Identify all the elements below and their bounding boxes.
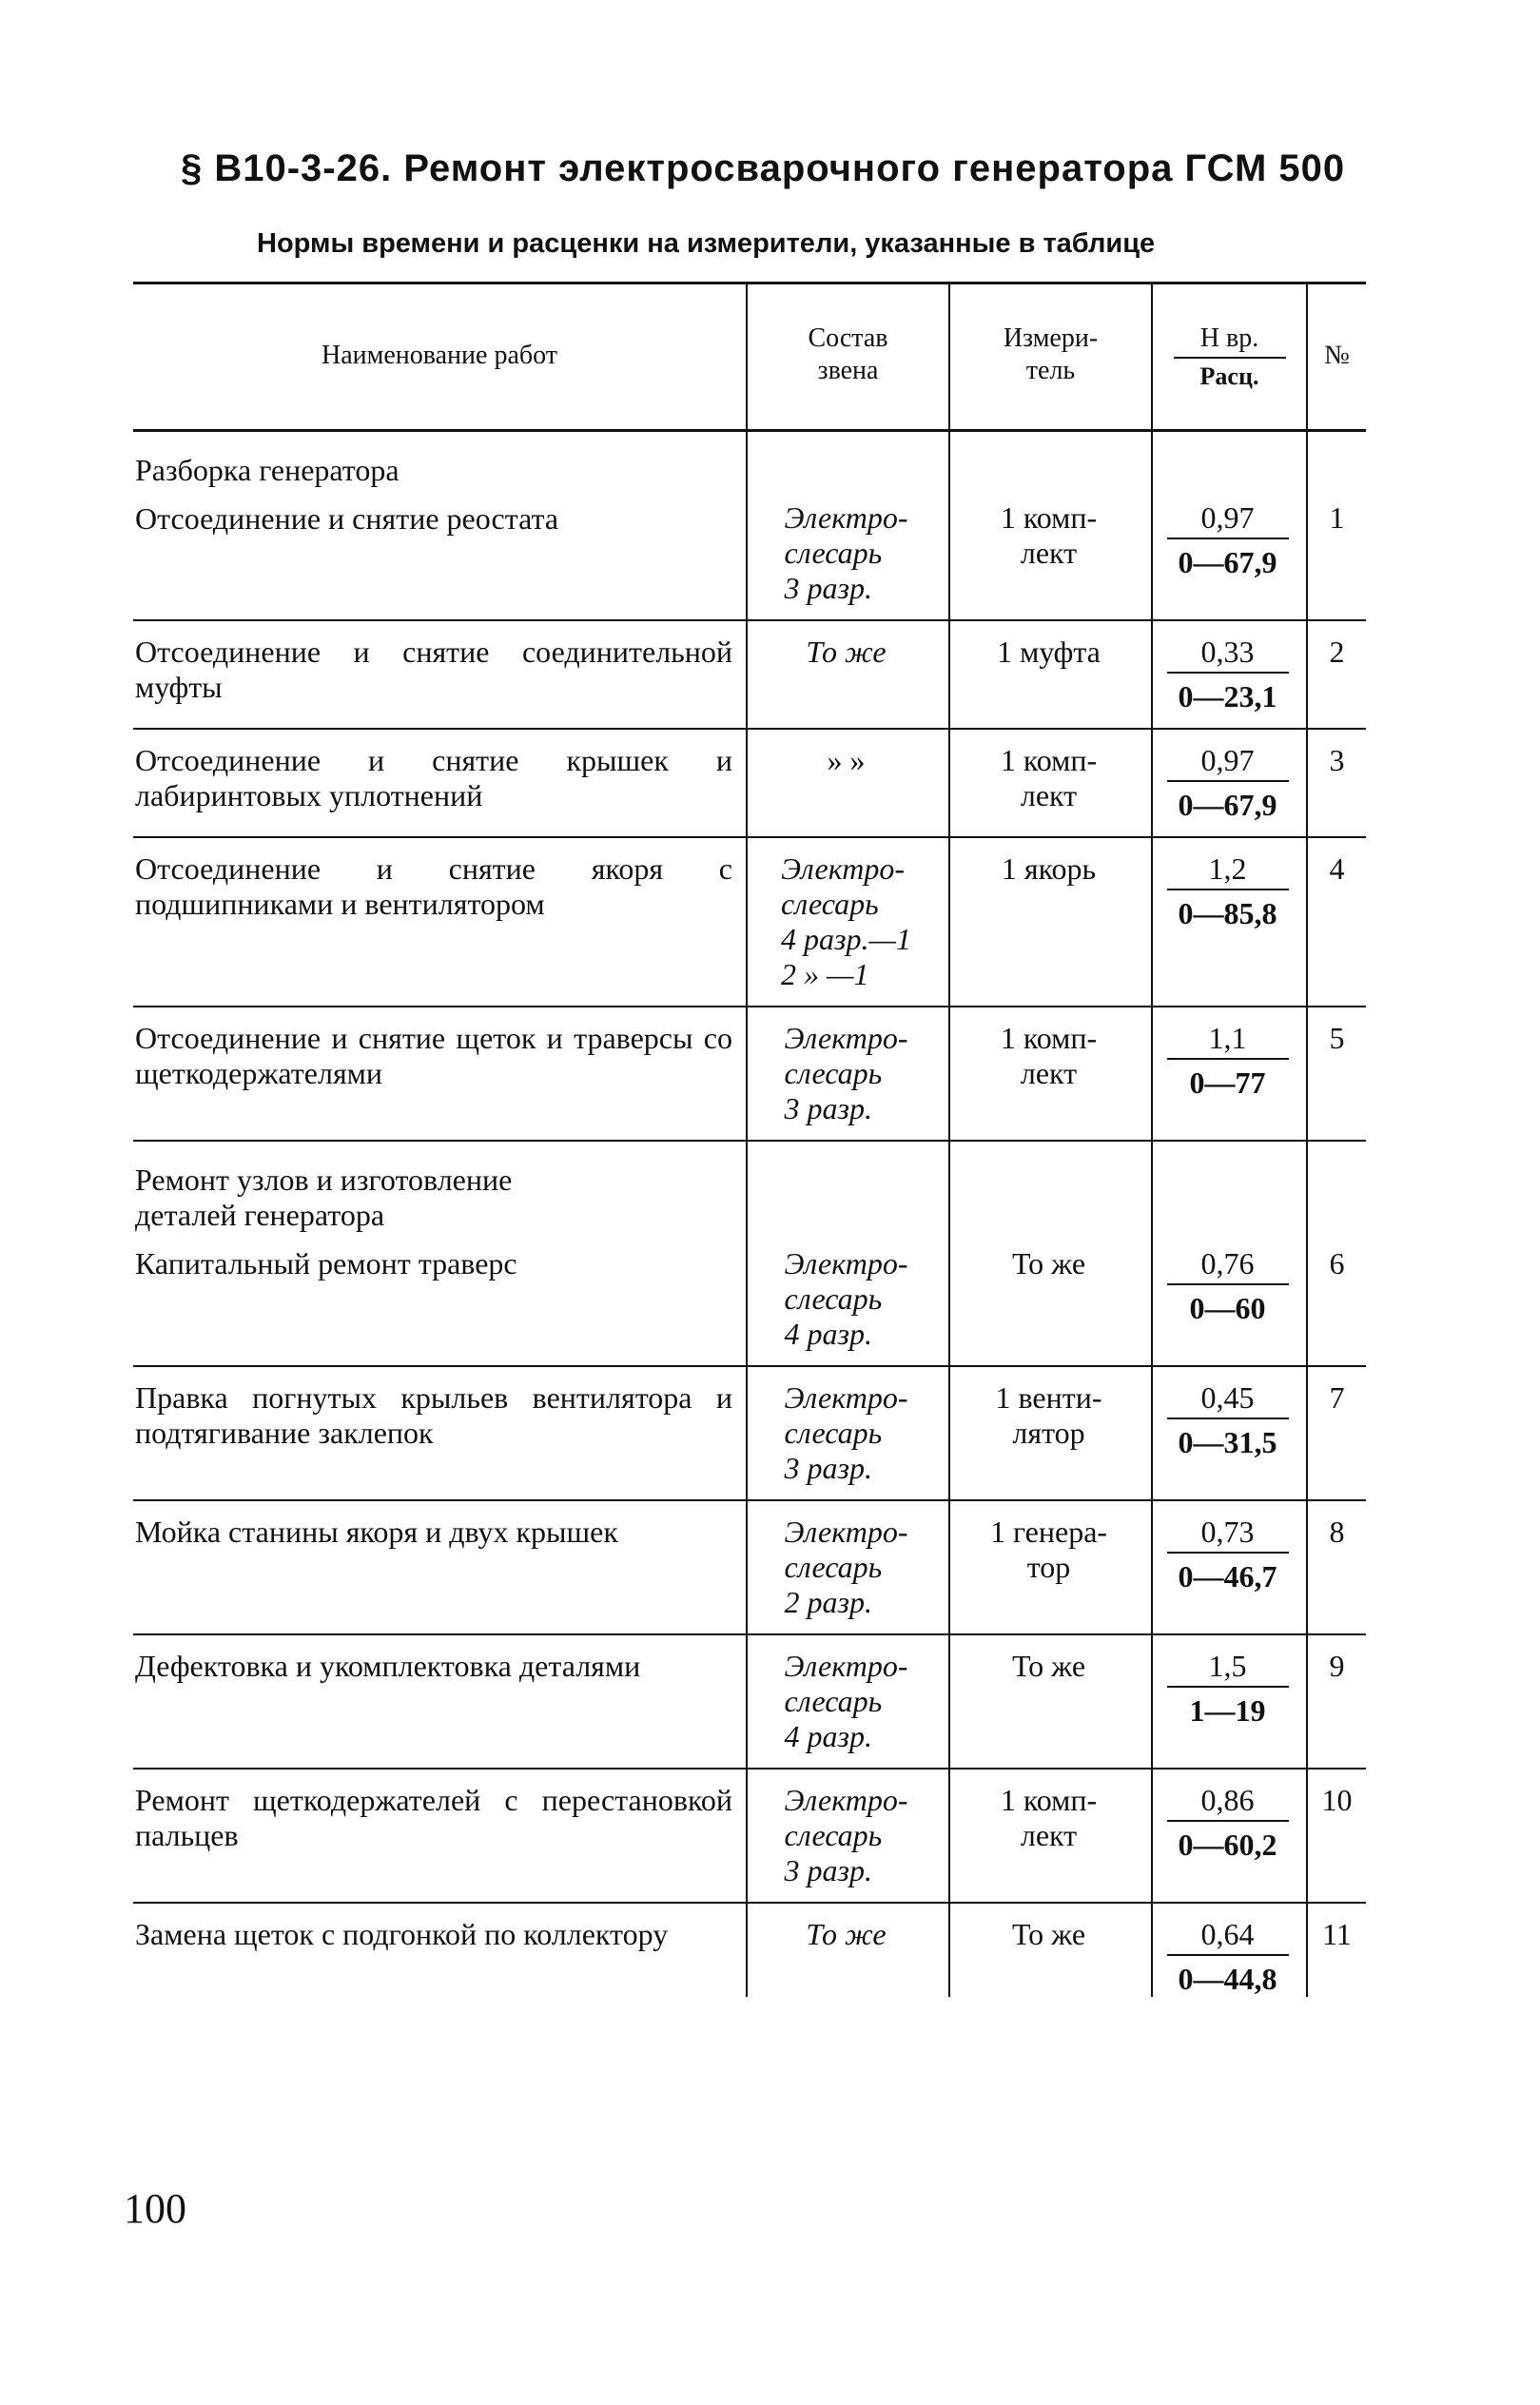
norm-time: 1,1 (1167, 1021, 1289, 1060)
cell-unit (949, 1634, 1152, 1769)
cell-crew (747, 1634, 949, 1769)
cell-unit (949, 837, 1152, 1007)
cell-unit (949, 1141, 1152, 1366)
header-rate: Расц. (1199, 362, 1259, 390)
cell-norm (1152, 729, 1307, 837)
norm-time: 0,76 (1167, 1246, 1289, 1285)
cell-norm (1152, 431, 1307, 621)
rate: 0—60,2 (1178, 1828, 1277, 1862)
unit-text: То же (1011, 1649, 1086, 1683)
header-crew: Состав звена (747, 284, 949, 431)
rate: 0—46,7 (1178, 1559, 1277, 1594)
header-number: № (1307, 284, 1366, 431)
norm-time: 0,97 (1167, 743, 1289, 782)
header-norm (1152, 284, 1307, 431)
cell-norm (1152, 620, 1307, 729)
cell-number: 3 (1307, 729, 1366, 837)
crew-text: То же (806, 635, 887, 669)
table-row (133, 1903, 1366, 1997)
cell-crew (747, 1500, 949, 1634)
cell-name (133, 1366, 747, 1500)
table-row (133, 1500, 1366, 1634)
crew-text: Электро- слесарь 3 разр. (784, 1783, 908, 1887)
crew-text: Электро- слесарь 2 разр. (784, 1515, 908, 1619)
cell-unit (949, 1007, 1152, 1141)
cell-norm (1152, 1903, 1307, 1997)
table-row (133, 837, 1366, 1007)
rate: 0—23,1 (1178, 679, 1277, 714)
cell-crew (747, 1141, 949, 1366)
cell-norm (1152, 1634, 1307, 1769)
table-row (133, 1141, 1366, 1366)
rate: 0—60 (1189, 1291, 1266, 1325)
page-title: § В10-3-26. Ремонт электросварочного генератора ГСМ 500 (181, 147, 1346, 189)
cell-norm (1152, 837, 1307, 1007)
cell-unit (949, 729, 1152, 837)
crew-text: Электро- слесарь 3 разр. (784, 1021, 908, 1125)
cell-number: 5 (1307, 1007, 1366, 1141)
norm-time: 0,73 (1167, 1515, 1289, 1554)
cell-crew (747, 729, 949, 837)
table-row (133, 620, 1366, 729)
work-name: Отсоединение и снятие реостата (135, 501, 559, 536)
cell-unit (949, 431, 1152, 621)
cell-norm (1152, 1769, 1307, 1903)
norm-time: 1,5 (1167, 1649, 1289, 1688)
norm-time: 0,97 (1167, 500, 1289, 539)
section-heading: Ремонт узлов и изготовление деталей генератора (135, 1163, 513, 1232)
cell-name (133, 1634, 747, 1769)
unit-text: 1 комп- лект (1000, 500, 1098, 570)
table-row (133, 729, 1366, 837)
norm-time: 0,33 (1167, 635, 1289, 674)
cell-unit (949, 1769, 1152, 1903)
table-row (133, 1769, 1366, 1903)
rate: 0—85,8 (1178, 896, 1277, 930)
cell-number: 4 (1307, 837, 1366, 1007)
rate: 0—31,5 (1178, 1425, 1277, 1459)
unit-text: 1 комп- лект (1000, 1783, 1098, 1852)
cell-unit (949, 620, 1152, 729)
crew-text: Электро- слесарь 4 разр. (784, 1246, 908, 1351)
rate: 0—77 (1189, 1066, 1266, 1100)
cell-name (133, 1141, 747, 1366)
crew-text: Электро- слесарь 3 разр. (784, 500, 908, 605)
rate: 0—67,9 (1178, 545, 1277, 579)
cell-name (133, 620, 747, 729)
cell-name (133, 1903, 747, 1997)
work-name: Отсоединение и снятие щеток и траверсы со щеткодержателями (135, 1021, 732, 1090)
cell-name (133, 1769, 747, 1903)
rate: 1—19 (1189, 1693, 1266, 1728)
cell-crew (747, 620, 949, 729)
cell-name (133, 837, 747, 1007)
unit-text: То же (1011, 1917, 1086, 1951)
table-caption: Нормы времени и расценки на измерители, указанные в таблице (257, 228, 1156, 259)
unit-text: 1 комп- лект (1000, 1021, 1098, 1090)
unit-text: 1 комп- лект (1000, 743, 1098, 812)
norm-time: 1,2 (1167, 851, 1289, 890)
table-row (133, 1007, 1366, 1141)
unit-text: То же (1011, 1246, 1086, 1281)
cell-crew (747, 837, 949, 1007)
table-header-row (133, 284, 1366, 431)
cell-unit (949, 1366, 1152, 1500)
cell-number: 2 (1307, 620, 1366, 729)
section-heading: Разборка генератора (135, 453, 400, 487)
cell-number: 10 (1307, 1769, 1366, 1903)
cell-number: 1 (1307, 431, 1366, 621)
cell-name (133, 1500, 747, 1634)
crew-text: Электро- слесарь 4 разр. (784, 1649, 908, 1753)
cell-number: 7 (1307, 1366, 1366, 1500)
cell-unit (949, 1903, 1152, 1997)
norms-table (133, 282, 1366, 1997)
cell-norm (1152, 1141, 1307, 1366)
work-name: Капитальный ремонт траверс (135, 1246, 517, 1281)
work-name: Замена щеток с подгонкой по коллектору (135, 1917, 669, 1951)
crew-text: Электро- слесарь 3 разр. (784, 1380, 908, 1485)
cell-name (133, 431, 747, 621)
crew-text: » » (827, 743, 866, 777)
rate: 0—44,8 (1178, 1962, 1277, 1996)
norm-time: 0,64 (1167, 1917, 1289, 1956)
crew-text: То же (806, 1917, 887, 1951)
cell-crew (747, 1903, 949, 1997)
norm-time: 0,45 (1167, 1380, 1289, 1419)
header-name: Наименование работ (133, 284, 747, 431)
cell-crew (747, 1007, 949, 1141)
cell-norm (1152, 1007, 1307, 1141)
unit-text: 1 муфта (997, 635, 1101, 669)
cell-name (133, 729, 747, 837)
cell-norm (1152, 1366, 1307, 1500)
cell-crew (747, 1769, 949, 1903)
cell-norm (1152, 1500, 1307, 1634)
unit-text: 1 генера- тор (989, 1515, 1108, 1584)
table-row (133, 431, 1366, 621)
norm-time: 0,86 (1167, 1783, 1289, 1822)
work-name: Дефектовка и укомплектовка деталями (135, 1649, 641, 1683)
unit-text: 1 якорь (1001, 851, 1097, 886)
work-name: Мойка станины якоря и двух крышек (135, 1515, 618, 1549)
work-name: Отсоединение и снятие соединительной муфты (135, 635, 732, 704)
cell-name (133, 1007, 747, 1141)
cell-number: 6 (1307, 1141, 1366, 1366)
cell-number: 11 (1307, 1903, 1366, 1997)
table-row (133, 1366, 1366, 1500)
work-name: Отсоединение и снятие якоря с подшипниками и вентилятором (135, 851, 732, 921)
work-name: Правка погнутых крыльев вентилятора и подтягивание заклепок (135, 1380, 732, 1450)
cell-number: 9 (1307, 1634, 1366, 1769)
cell-crew (747, 431, 949, 621)
work-name: Отсоединение и снятие крышек и лабиринтовых уплотнений (135, 743, 732, 812)
table-row (133, 1634, 1366, 1769)
cell-unit (949, 1500, 1152, 1634)
unit-text: 1 венти- лятор (995, 1380, 1102, 1450)
rate: 0—67,9 (1178, 788, 1277, 822)
header-norm-time: Н вр. (1174, 323, 1286, 359)
crew-text: Электро- слесарь 4 разр.—1 2 » —1 (781, 851, 911, 991)
cell-crew (747, 1366, 949, 1500)
page-number: 100 (124, 2185, 186, 2232)
cell-number: 8 (1307, 1500, 1366, 1634)
work-name: Ремонт щеткодержателей с перестановкой пальцев (135, 1783, 732, 1852)
header-unit: Измери- тель (949, 284, 1152, 431)
